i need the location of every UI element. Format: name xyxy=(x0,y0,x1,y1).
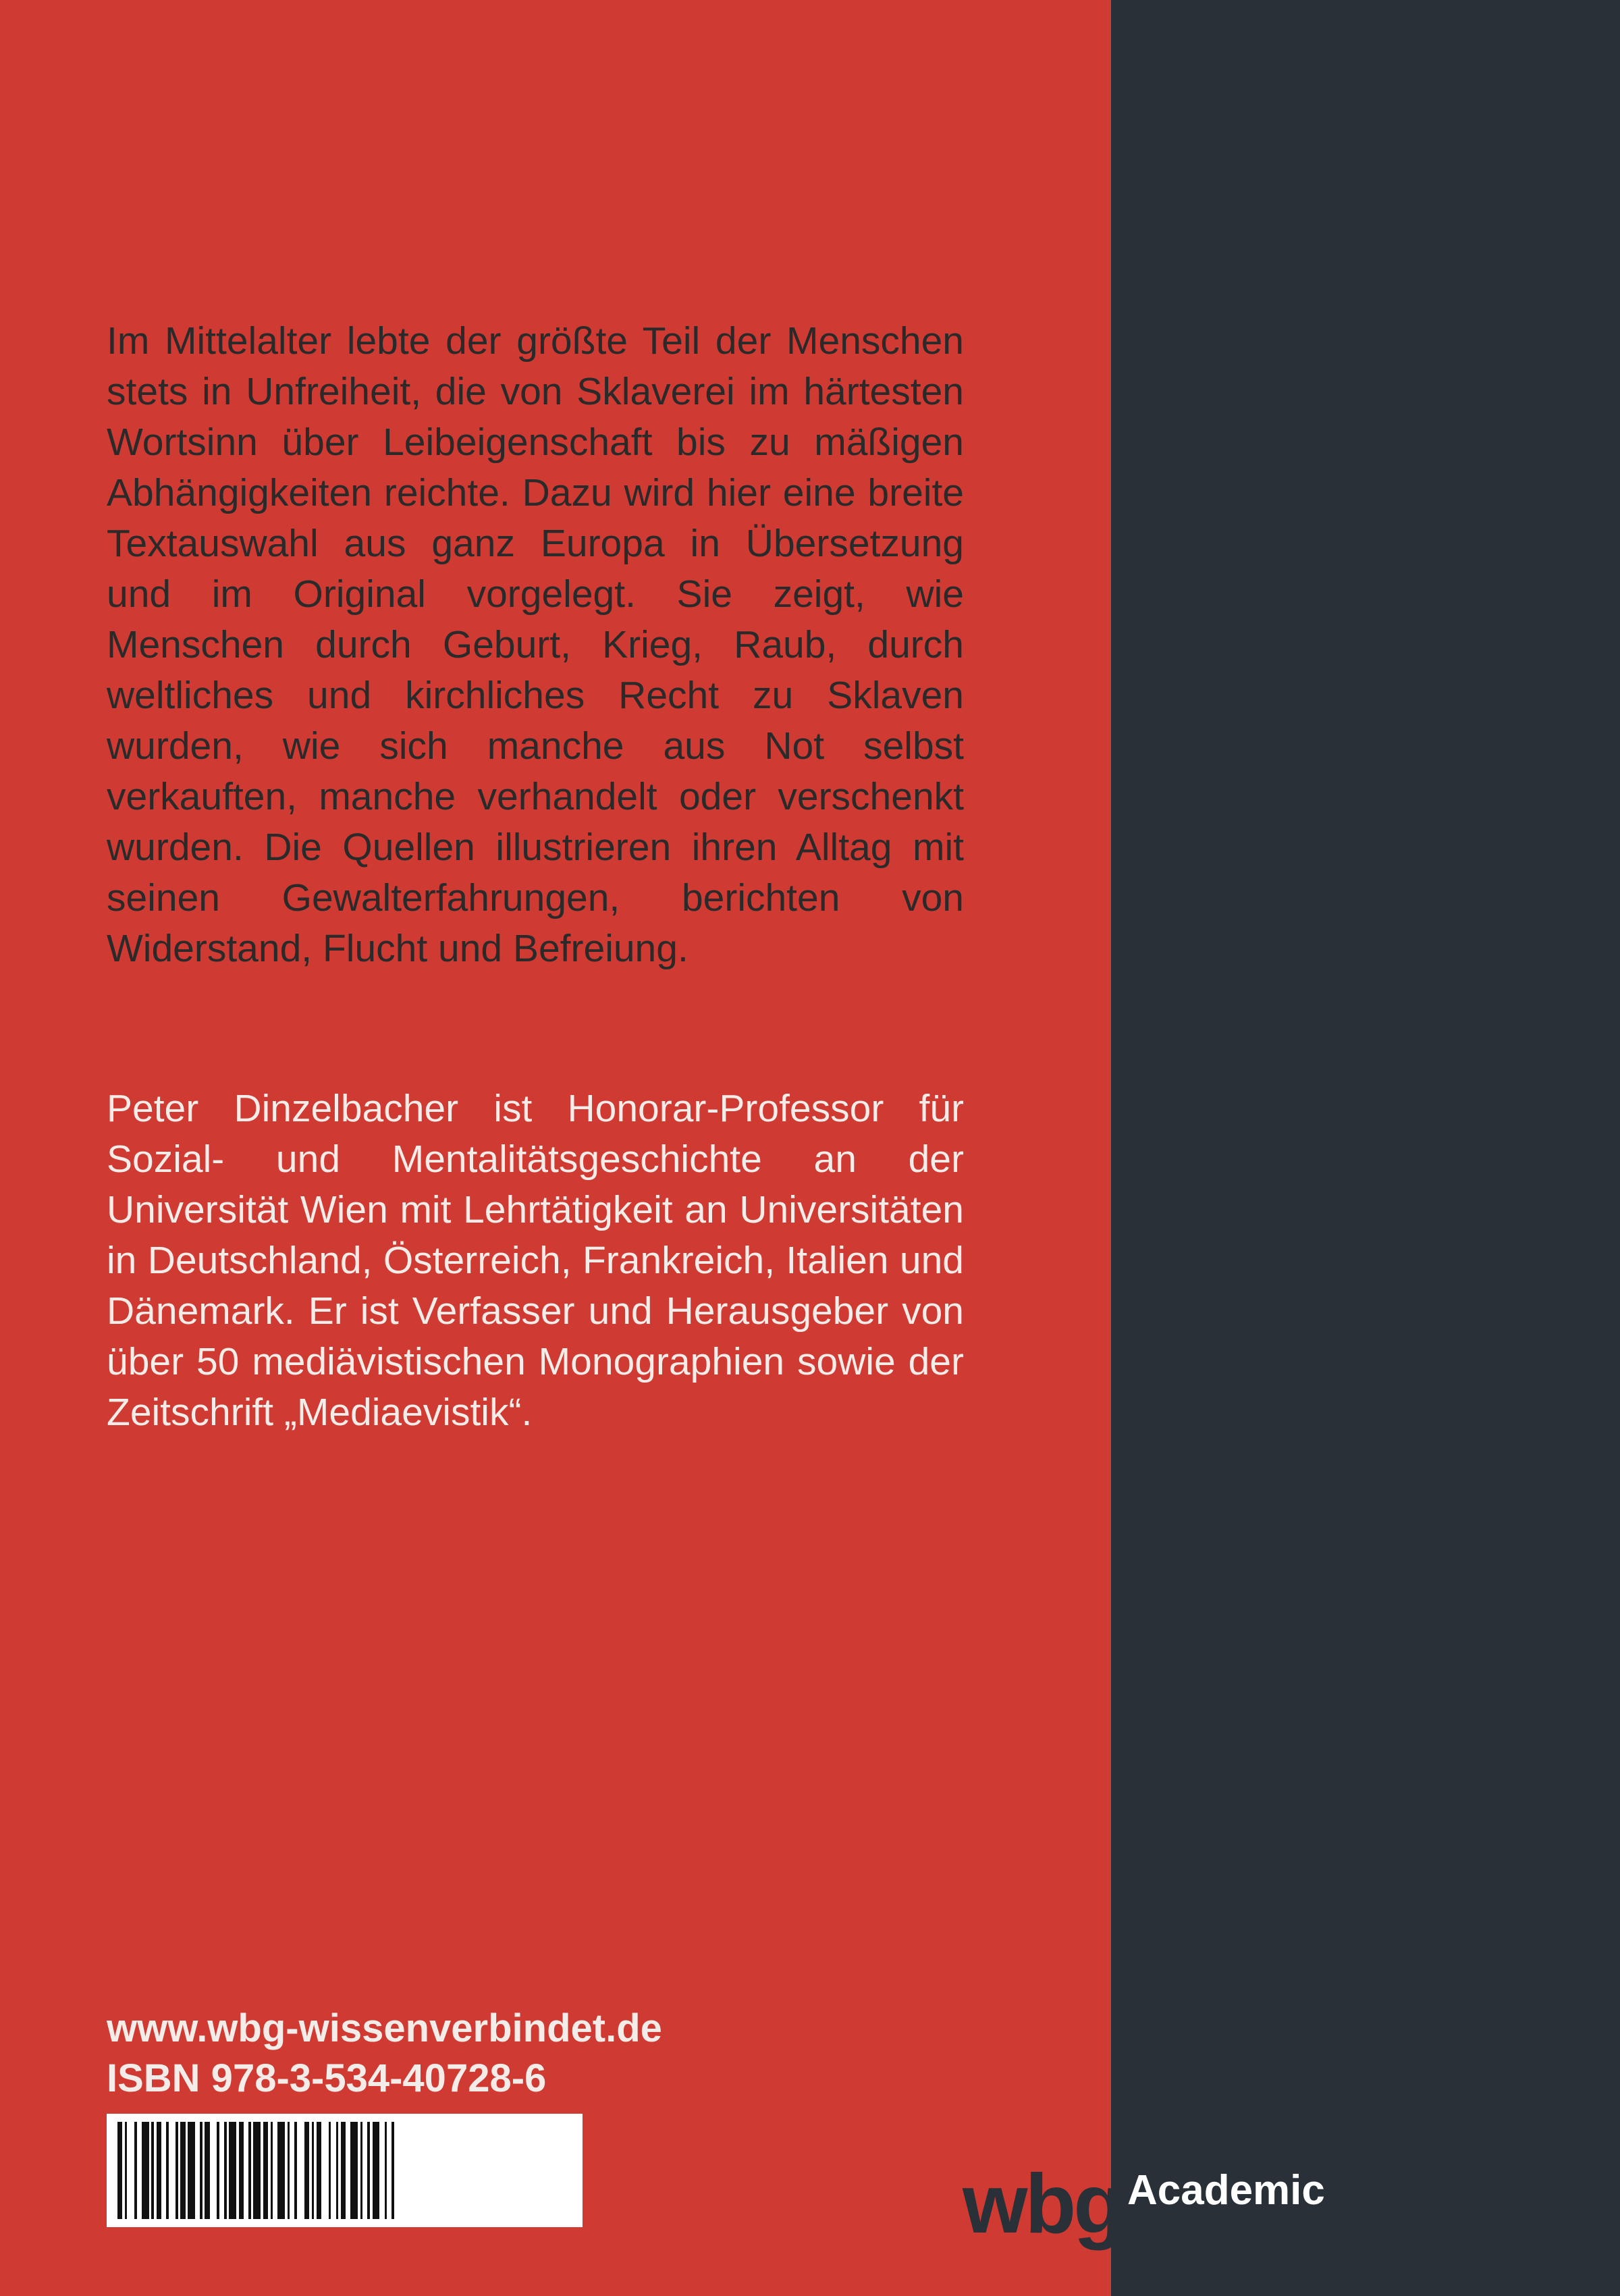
barcode-bar xyxy=(263,2122,268,2219)
barcode-gap xyxy=(169,2122,176,2219)
barcode-gap xyxy=(273,2122,277,2219)
barcode-gap xyxy=(210,2122,217,2219)
barcode-bar xyxy=(304,2122,309,2219)
publisher-contact xyxy=(107,2004,662,2104)
barcode-bar xyxy=(205,2122,209,2219)
barcode-bar xyxy=(341,2122,346,2219)
blurb-text: Im Mittelalter lebte der größte Teil der Menschen stets in Unfreiheit, die von Sklaverei im härtesten Wortsinn über Leibeigenschaft bis zu mäßigen Abhängigkeiten reichte. Dazu wird hier eine breite Textauswahl aus ganz Europa in Übersetzung und im Original vorgelegt. Sie zeigt, wie Menschen durch Geburt, Krieg, Raub, durch weltliches und kirchliches Recht zu Sklaven wurden, wie sich manche aus Not selbst verkauften, manche verhandelt oder verschenkt wurden. Die Quellen illustrieren ihren Alltag mit seinen Gewalterfahrungen, berichten von Widerstand, Flucht und Befreiung. xyxy=(107,319,964,970)
barcode-gap xyxy=(346,2122,350,2219)
dark-panel xyxy=(1111,0,1620,2296)
barcode-gap xyxy=(244,2122,248,2219)
barcode-bar xyxy=(373,2122,380,2219)
barcode-bar xyxy=(117,2122,122,2219)
barcode-gap xyxy=(379,2122,384,2219)
barcode-gap xyxy=(321,2122,329,2219)
website-link[interactable]: www.wbg-wissenverbindet.de xyxy=(107,2006,662,2050)
barcode-gap xyxy=(331,2122,335,2219)
barcode-bar xyxy=(253,2122,261,2219)
barcode-gap xyxy=(127,2122,134,2219)
author-bio: Peter Dinzelbacher ist Honorar-Professor für Sozial- und Mentalitätsgeschichte an der Universität Wien mit Lehrtätigkeit an Universitäten in Deutschland, Österreich, Frankreich, Italien und Dänemark. Er ist Verfasser und Herausgeber von über 50 mediävistischen Monographien sowie der Zeitschrift „Mediaevistik“. xyxy=(107,1087,964,1434)
barcode-gap xyxy=(161,2122,166,2219)
barcode-bars xyxy=(117,2122,572,2219)
logo-imprint: Academic xyxy=(1127,2167,1325,2214)
barcode-gap xyxy=(394,2122,397,2219)
barcode-bar xyxy=(317,2122,321,2219)
barcode-bar xyxy=(180,2122,185,2219)
barcode-bar xyxy=(188,2122,195,2219)
isbn-text: ISBN 978-3-534-40728-6 xyxy=(107,2056,547,2100)
barcode-bar xyxy=(239,2122,244,2219)
barcode-image xyxy=(107,2114,583,2227)
logo-mark: wbg xyxy=(963,2158,1122,2251)
barcode-gap xyxy=(195,2122,200,2219)
publisher-logo xyxy=(963,2157,1325,2251)
barcode-bar xyxy=(229,2122,236,2219)
barcode-bar xyxy=(157,2122,161,2219)
barcode-bar xyxy=(277,2122,285,2219)
barcode-gap xyxy=(362,2122,367,2219)
barcode-gap xyxy=(219,2122,224,2219)
barcode-bar xyxy=(350,2122,358,2219)
barcode-gap xyxy=(290,2122,294,2219)
barcode-gap xyxy=(137,2122,142,2219)
barcode-gap xyxy=(297,2122,304,2219)
barcode-gap xyxy=(387,2122,392,2219)
barcode-bar xyxy=(142,2122,149,2219)
